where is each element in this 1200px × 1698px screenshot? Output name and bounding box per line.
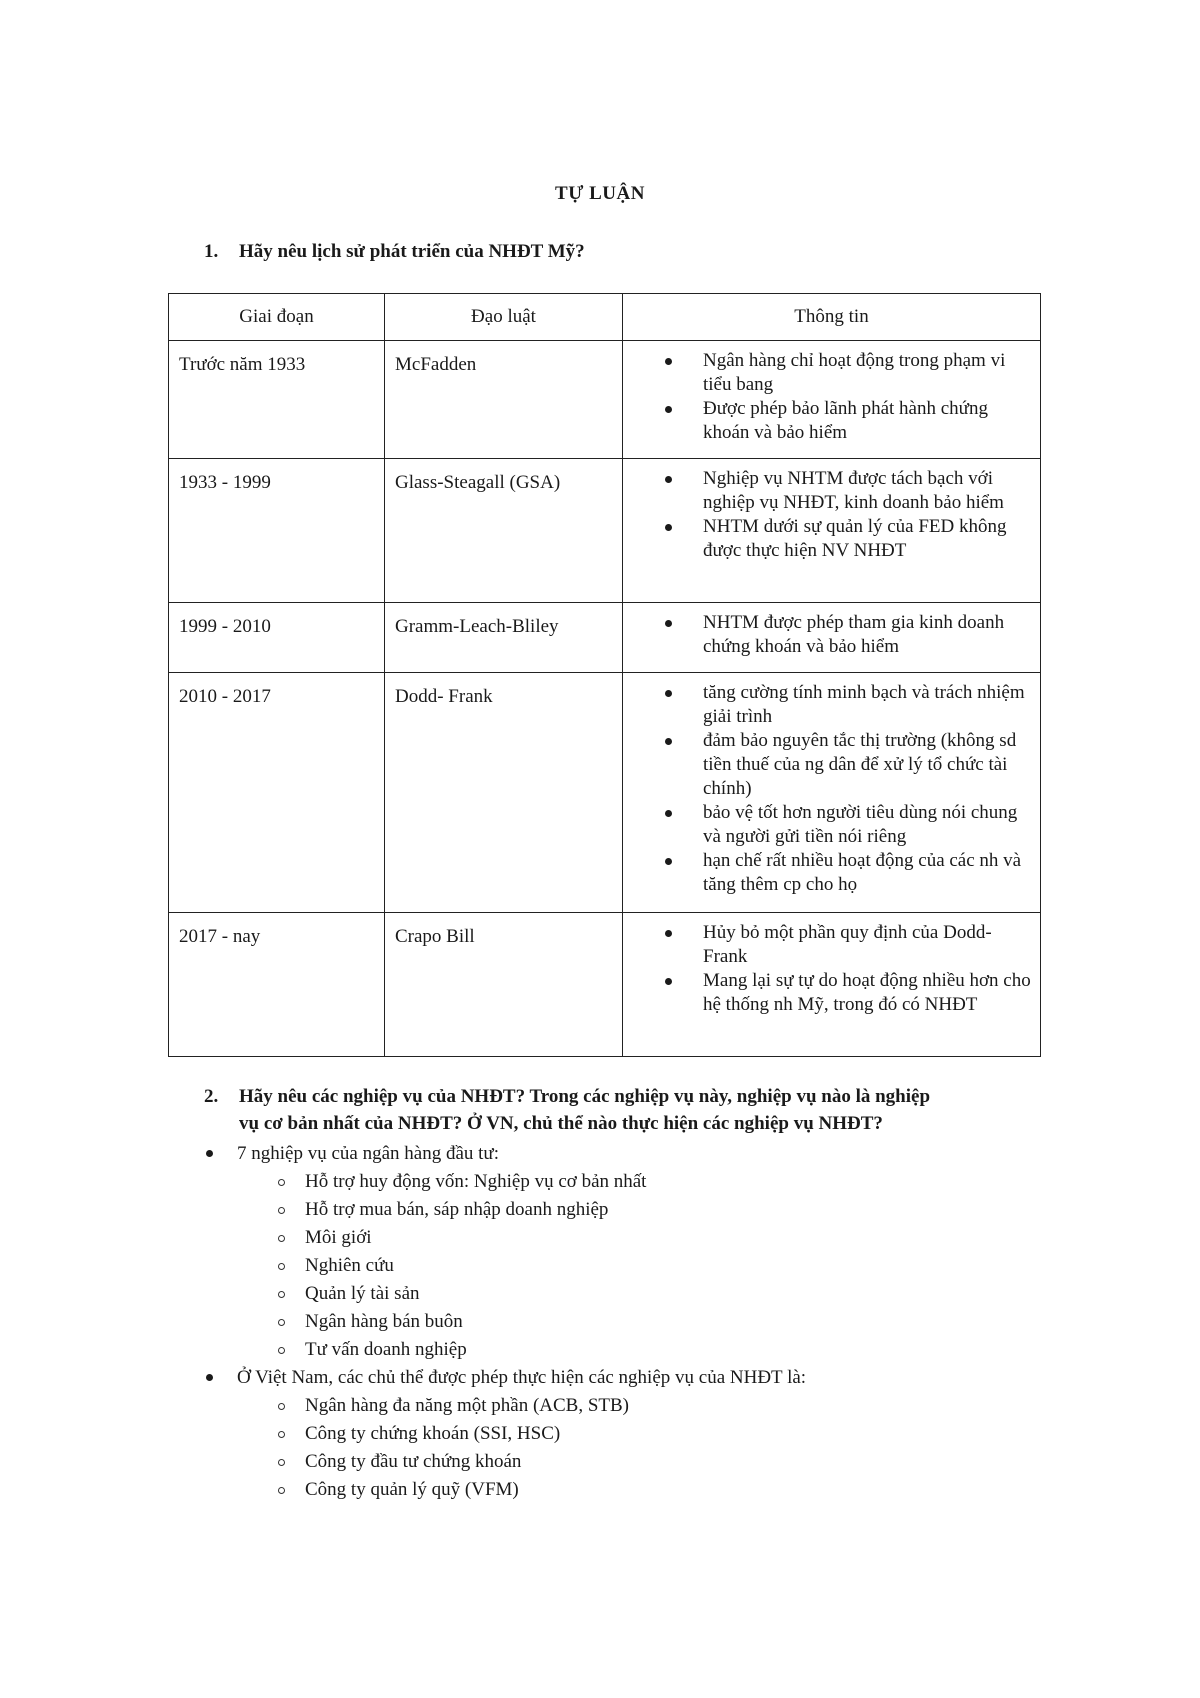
- list-item-text: Công ty đầu tư chứng khoán: [305, 1451, 522, 1472]
- circle-bullet-icon: [278, 1207, 285, 1214]
- question-line-1: Hãy nêu các nghiệp vụ của NHĐT? Trong các nghiệp vụ này, nghiệp vụ nào là nghiệp: [239, 1086, 931, 1107]
- list-item: NHTM dưới sự quản lý của FED không được thực hiện NV NHĐT: [703, 515, 1032, 563]
- operations-list: [200, 1168, 1060, 1364]
- list-item: [200, 1392, 1060, 1420]
- cell-info: [623, 913, 1041, 1057]
- bullet-text: 7 nghiệp vụ của ngân hàng đầu tư:: [237, 1143, 499, 1164]
- cell-period: Trước năm 1933: [169, 341, 385, 459]
- circle-bullet-icon: [278, 1263, 285, 1270]
- list-item: [200, 1196, 1060, 1224]
- bullet-dot-icon: [206, 1374, 213, 1381]
- circle-bullet-icon: [278, 1431, 285, 1438]
- table-header-row: [169, 294, 1041, 341]
- cell-period: 1999 - 2010: [169, 603, 385, 673]
- entities-list: [200, 1392, 1060, 1504]
- question-2: [204, 1083, 1024, 1143]
- header-info: Thông tin: [623, 294, 1041, 341]
- table-row: [169, 341, 1041, 459]
- cell-law: Gramm-Leach-Bliley: [385, 603, 623, 673]
- info-list: [633, 681, 1032, 897]
- list-item: [200, 1224, 1060, 1252]
- circle-bullet-icon: [278, 1459, 285, 1466]
- list-item: Mang lại sự tự do hoạt động nhiều hơn cho hệ thống nh Mỹ, trong đó có NHĐT: [703, 970, 1031, 1015]
- bullet-dot-icon: [206, 1150, 213, 1157]
- list-item: Nghiệp vụ NHTM được tách bạch với nghiệp vụ NHĐT, kinh doanh bảo hiểm: [703, 467, 1032, 515]
- cell-info: [623, 673, 1041, 913]
- list-item-text: Hỗ trợ huy động vốn: Nghiệp vụ cơ bản nhất: [305, 1171, 647, 1192]
- header-period: Giai đoạn: [169, 294, 385, 341]
- info-list: [633, 921, 1032, 1017]
- list-item-text: Quản lý tài sản: [305, 1283, 420, 1304]
- list-item: Ngân hàng chỉ hoạt động trong phạm vi tiểu bang: [703, 349, 1032, 397]
- cell-period: 2017 - nay: [169, 913, 385, 1057]
- list-item-text: Ngân hàng đa năng một phần (ACB, STB): [305, 1395, 630, 1416]
- cell-law: Dodd- Frank: [385, 673, 623, 913]
- list-item: [200, 1420, 1060, 1448]
- answer-2: [200, 1140, 1060, 1504]
- cell-period: 2010 - 2017: [169, 673, 385, 913]
- cell-info: [623, 341, 1041, 459]
- circle-bullet-icon: [278, 1179, 285, 1186]
- list-item: [200, 1336, 1060, 1364]
- cell-law: McFadden: [385, 341, 623, 459]
- list-item: đảm bảo nguyên tắc thị trường (không sd tiền thuế của ng dân để xử lý tổ chức tài chính): [703, 729, 1032, 801]
- info-list: [633, 611, 1032, 659]
- list-item: Hủy bỏ một phần quy định của Dodd-Frank: [703, 921, 1032, 969]
- circle-bullet-icon: [278, 1487, 285, 1494]
- circle-bullet-icon: [278, 1235, 285, 1242]
- bullet-text: Ở Việt Nam, các chủ thể được phép thực hiện các nghiệp vụ của NHĐT là:: [237, 1367, 807, 1388]
- list-item: [200, 1280, 1060, 1308]
- list-item-text: Nghiên cứu: [305, 1255, 394, 1276]
- document-title: TỰ LUẬN: [555, 183, 645, 204]
- list-item: NHTM được phép tham gia kinh doanh chứng khoán và bảo hiểm: [703, 611, 1032, 659]
- cell-period: 1933 - 1999: [169, 459, 385, 603]
- list-item: [200, 1168, 1060, 1196]
- history-table: [168, 293, 1041, 1057]
- list-item-text: Hỗ trợ mua bán, sáp nhập doanh nghiệp: [305, 1199, 609, 1220]
- circle-bullet-icon: [278, 1291, 285, 1298]
- answer-bullet: [200, 1140, 1060, 1168]
- list-item: hạn chế rất nhiều hoạt động của các nh và tăng thêm cp cho họ: [703, 849, 1032, 897]
- list-item: [200, 1476, 1060, 1504]
- list-item: Được phép bảo lãnh phát hành chứng khoán và bảo hiểm: [703, 397, 1032, 445]
- list-item: [200, 1448, 1060, 1476]
- list-item: [200, 1308, 1060, 1336]
- answer-bullet: [200, 1364, 1060, 1392]
- table-row: [169, 673, 1041, 913]
- circle-bullet-icon: [278, 1347, 285, 1354]
- list-item: bảo vệ tốt hơn người tiêu dùng nói chung và người gửi tiền nói riêng: [703, 801, 1032, 849]
- circle-bullet-icon: [278, 1403, 285, 1410]
- question-1: [204, 238, 1024, 268]
- list-item: tăng cường tính minh bạch và trách nhiệm giải trình: [703, 681, 1032, 729]
- question-text: [239, 1083, 930, 1137]
- table-row: [169, 603, 1041, 673]
- list-item-text: Tư vấn doanh nghiệp: [305, 1339, 467, 1360]
- question-number: 2.: [204, 1086, 219, 1107]
- list-item-text: Ngân hàng bán buôn: [305, 1311, 463, 1332]
- cell-law: Crapo Bill: [385, 913, 623, 1057]
- info-list: [633, 467, 1032, 563]
- question-text: Hãy nêu lịch sử phát triển của NHĐT Mỹ?: [239, 241, 585, 262]
- info-list: [633, 349, 1032, 445]
- list-item: [200, 1252, 1060, 1280]
- header-law: Đạo luật: [385, 294, 623, 341]
- cell-info: [623, 603, 1041, 673]
- cell-info: [623, 459, 1041, 603]
- list-item-text: Công ty quản lý quỹ (VFM): [305, 1479, 519, 1500]
- question-line-2: vụ cơ bản nhất của NHĐT? Ở VN, chủ thể nào thực hiện các nghiệp vụ NHĐT?: [239, 1113, 883, 1134]
- list-item-text: Môi giới: [305, 1227, 372, 1248]
- question-number: 1.: [204, 241, 219, 262]
- list-item-text: Công ty chứng khoán (SSI, HSC): [305, 1423, 561, 1444]
- circle-bullet-icon: [278, 1319, 285, 1326]
- table-row: [169, 913, 1041, 1057]
- table-row: [169, 459, 1041, 603]
- cell-law: Glass-Steagall (GSA): [385, 459, 623, 603]
